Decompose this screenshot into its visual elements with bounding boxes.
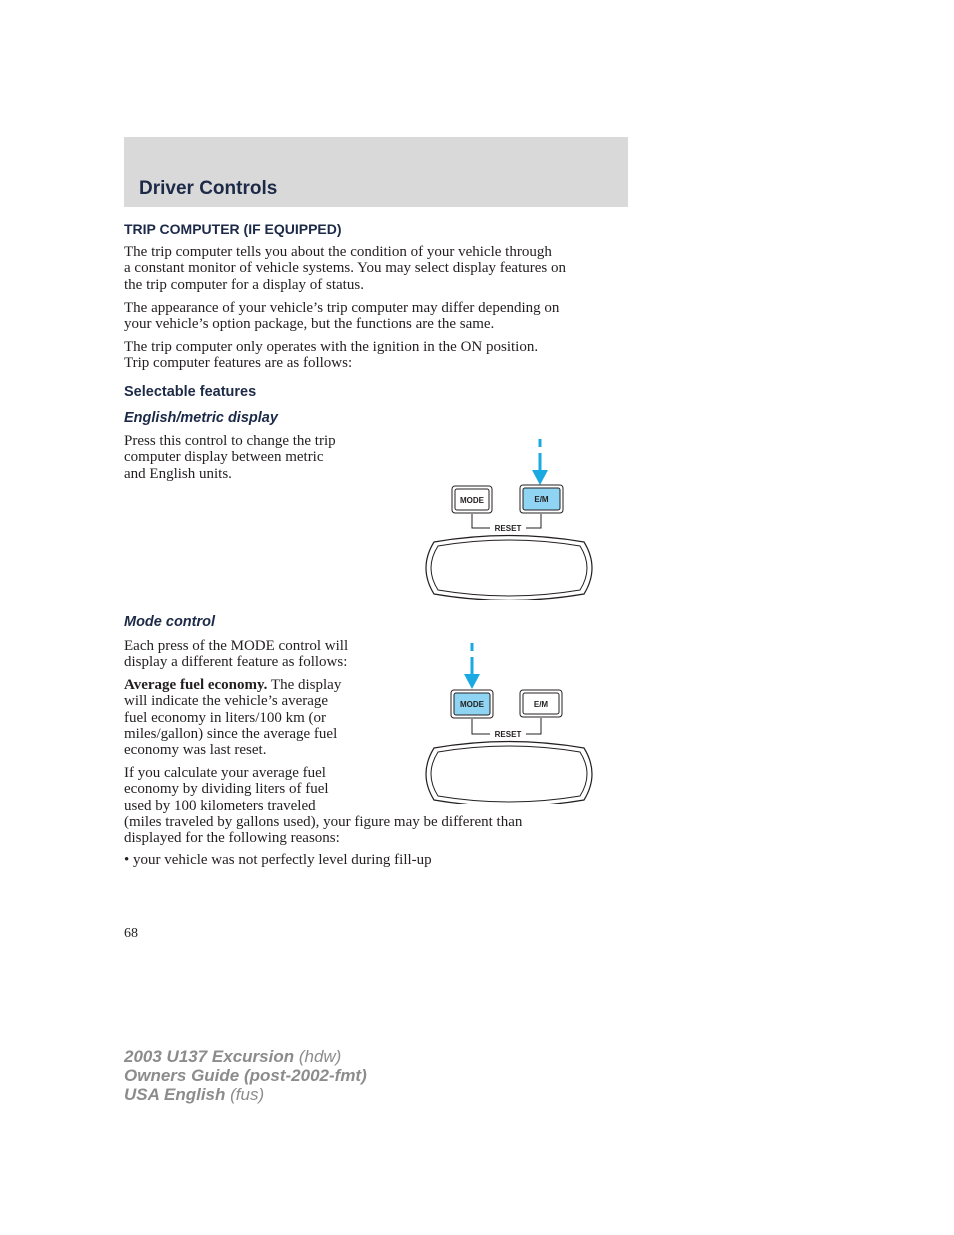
svg-text:E/M: E/M <box>534 495 549 504</box>
em-button-highlighted <box>520 485 563 513</box>
reset-label: RESET <box>494 524 522 533</box>
display-screen <box>426 742 592 805</box>
english-metric-paragraph: Press this control to change the trip computer display between metric and English units. <box>124 433 336 482</box>
mode-button <box>452 486 492 513</box>
mode-button-highlighted <box>451 690 493 718</box>
selectable-features-heading: Selectable features <box>124 384 257 400</box>
section-header-band <box>124 137 628 207</box>
english-metric-heading: English/metric display <box>124 410 278 426</box>
document-footer: 2003 U137 Excursion (hdw) Owners Guide (post-2002-fmt) USA English (fus) <box>124 1047 367 1104</box>
appearance-paragraph: The appearance of your vehicle’s trip computer may differ depending on your vehicle’s option package, but the functions are the same. <box>124 300 560 333</box>
svg-text:MODE: MODE <box>460 700 484 709</box>
down-arrow-icon <box>532 439 548 485</box>
mode-control-heading: Mode control <box>124 614 216 630</box>
calculation-paragraph: If you calculate your average fuel economy by dividing liters of fuel used by 100 kilometers traveled (miles traveled by gallons used), your figure may be different than displayed for the following reasons: <box>124 765 523 847</box>
bullet-item: • your vehicle was not perfectly level during fill-up <box>124 852 432 868</box>
down-arrow-icon <box>464 643 480 689</box>
mode-control-paragraph: Each press of the MODE control will display a different feature as follows: <box>124 638 349 671</box>
svg-text:MODE: MODE <box>460 496 484 505</box>
section-title: Driver Controls <box>139 178 278 199</box>
mode-button-illustration <box>416 638 606 804</box>
display-screen <box>426 536 592 601</box>
intro-paragraph: The trip computer tells you about the condition of your vehicle through a constant monitor of vehicle systems. You may select display features on the trip computer for a display of status. <box>124 244 566 293</box>
svg-text:E/M: E/M <box>533 700 549 709</box>
reset-label: RESET <box>494 730 522 739</box>
trip-computer-heading: TRIP COMPUTER (IF EQUIPPED) <box>124 221 342 237</box>
ignition-paragraph: The trip computer only operates with the ignition in the ON position. Trip computer features are as follows: <box>124 339 539 372</box>
em-button <box>520 690 562 717</box>
average-fuel-economy-paragraph: Average fuel economy. The display will indicate the vehicle’s average fuel economy in liters/100 km (or miles/gallon) since the average fuel economy was last reset. <box>124 677 342 759</box>
em-button-illustration <box>416 434 606 600</box>
page-number: 68 <box>124 926 138 941</box>
